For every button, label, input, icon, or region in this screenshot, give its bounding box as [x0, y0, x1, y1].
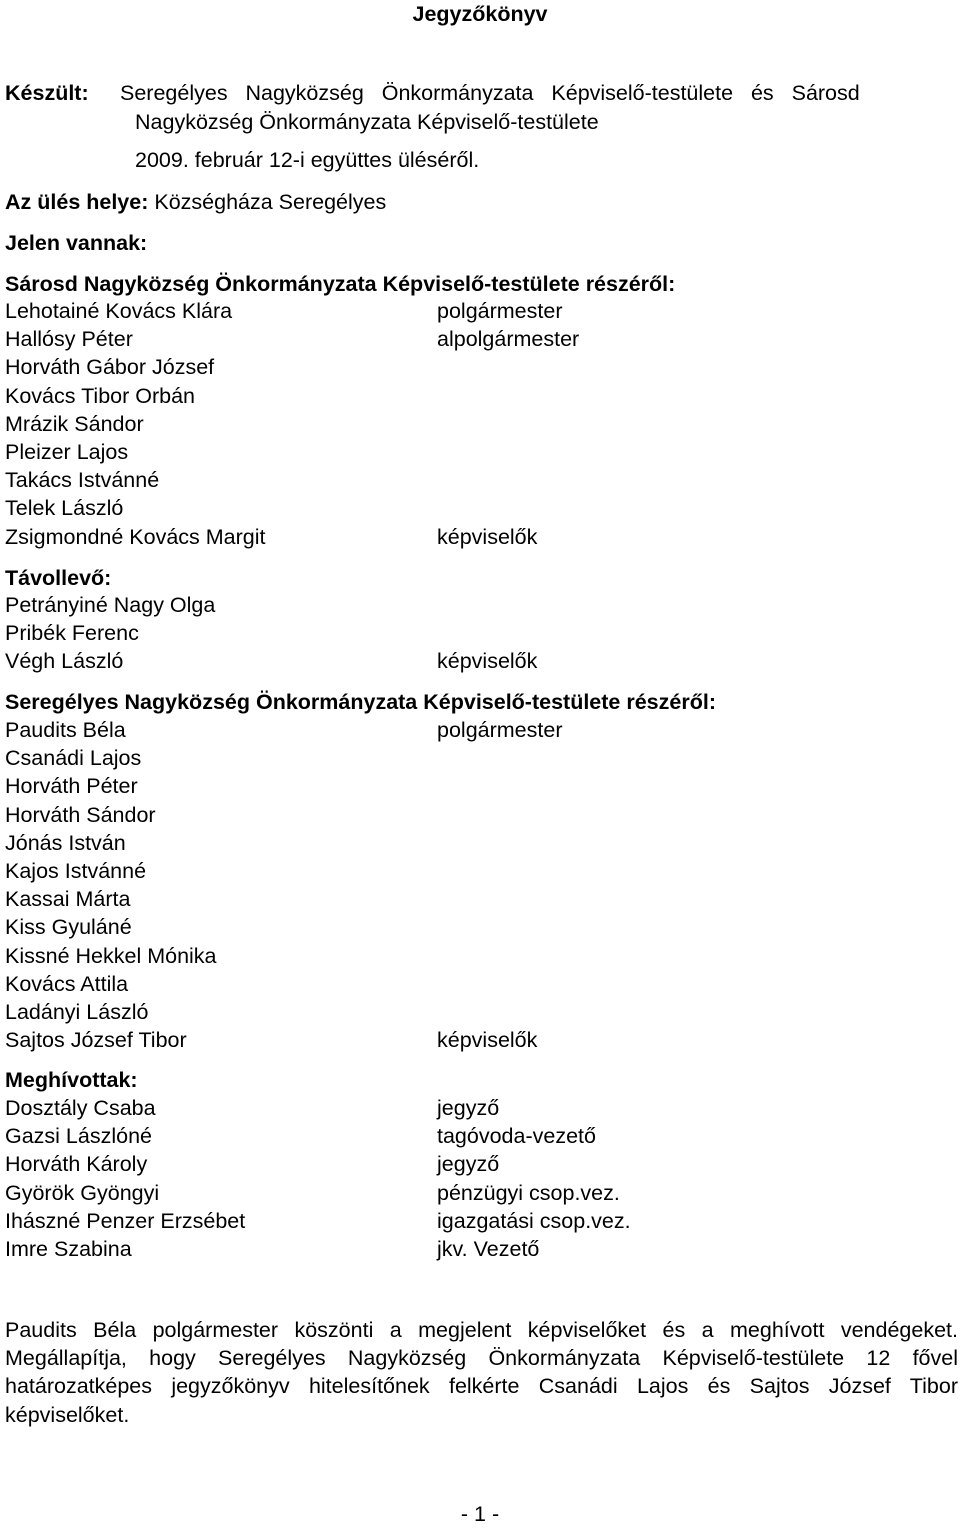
member-name: Pribék Ferenc [5, 621, 139, 645]
member-name: Kajos Istvánné [5, 859, 147, 883]
member-role: polgármester [437, 299, 563, 323]
member-role: tagóvoda-vezető [437, 1124, 596, 1148]
document-title: Jegyzőkönyv [412, 2, 548, 26]
present-label: Jelen vannak: [5, 231, 148, 255]
member-name: Petrányiné Nagy Olga [5, 593, 216, 617]
member-name: Pleizer Lajos [5, 440, 129, 464]
page-number: - 1 - [460, 1502, 500, 1526]
member-name: Lehotainé Kovács Klára [5, 299, 233, 323]
member-name: Paudits Béla [5, 718, 126, 742]
member-name: Végh László [5, 649, 124, 673]
member-name: Kissné Hekkel Mónika [5, 944, 217, 968]
meeting-place-value: Községháza Seregélyes [154, 190, 387, 214]
member-name: Horváth Gábor József [5, 355, 215, 379]
member-role: képviselők [437, 525, 538, 549]
keszult-line-3: 2009. február 12-i együttes üléséről. [135, 148, 480, 172]
member-name: Horváth Péter [5, 774, 138, 798]
member-role: jegyző [437, 1152, 500, 1176]
keszult-label: Készült: [5, 81, 89, 105]
member-name: Imre Szabina [5, 1237, 132, 1261]
member-role: jkv. Vezető [437, 1237, 540, 1261]
member-name: Horváth Károly [5, 1152, 148, 1176]
member-name: Csanádi Lajos [5, 746, 142, 770]
meeting-place [5, 188, 386, 216]
member-name: Kassai Márta [5, 887, 131, 911]
member-role: alpolgármester [437, 327, 580, 351]
invited-label: Meghívottak: [5, 1068, 138, 1092]
member-role: jegyző [437, 1096, 500, 1120]
member-name: Kiss Gyuláné [5, 915, 132, 939]
seregelyes-heading: Seregélyes Nagyközség Önkormányzata Képviselő-testülete részéről: [5, 690, 716, 714]
member-name: Ladányi László [5, 1000, 149, 1024]
member-name: Kovács Tibor Orbán [5, 384, 196, 408]
body-paragraph: Paudits Béla polgármester köszönti a megjelent képviselőket és a meghívott vendégeket. Megállapítja, hogy Seregélyes Nagyközség Önkormányzata Képviselő-testülete 12 fővel határozatképes jegyzőkönyv hitelesítőnek felkérte Csanádi Lajos és Sajtos József Tibor képviselőket. [5, 1318, 958, 1427]
keszult-line-1: Seregélyes Nagyközség Önkormányzata Képviselő-testülete és Sárosd [120, 81, 860, 105]
member-name: Jónás István [5, 831, 126, 855]
member-name: Kovács Attila [5, 972, 129, 996]
member-name: Dosztály Csaba [5, 1096, 156, 1120]
member-name: Telek László [5, 496, 124, 520]
member-name: Györök Gyöngyi [5, 1181, 160, 1205]
absent-label: Távollevő: [5, 566, 112, 590]
member-name: Takács Istvánné [5, 468, 160, 492]
member-name: Gazsi Lászlóné [5, 1124, 152, 1148]
member-name: Mrázik Sándor [5, 412, 144, 436]
member-role: igazgatási csop.vez. [437, 1209, 631, 1233]
member-name: Zsigmondné Kovács Margit [5, 525, 266, 549]
member-role: pénzügyi csop.vez. [437, 1181, 620, 1205]
member-name: Horváth Sándor [5, 803, 156, 827]
member-role: képviselők [437, 1028, 538, 1052]
member-name: Sajtos József Tibor [5, 1028, 187, 1052]
keszult-line-2: Nagyközség Önkormányzata Képviselő-testülete [135, 110, 599, 134]
sarosd-heading: Sárosd Nagyközség Önkormányzata Képviselő-testülete részéről: [5, 272, 676, 296]
member-name: Hallósy Péter [5, 327, 133, 351]
member-name: Ihászné Penzer Erzsébet [5, 1209, 246, 1233]
meeting-place-label: Az ülés helye: [5, 190, 149, 214]
member-role: képviselők [437, 649, 538, 673]
member-role: polgármester [437, 718, 563, 742]
